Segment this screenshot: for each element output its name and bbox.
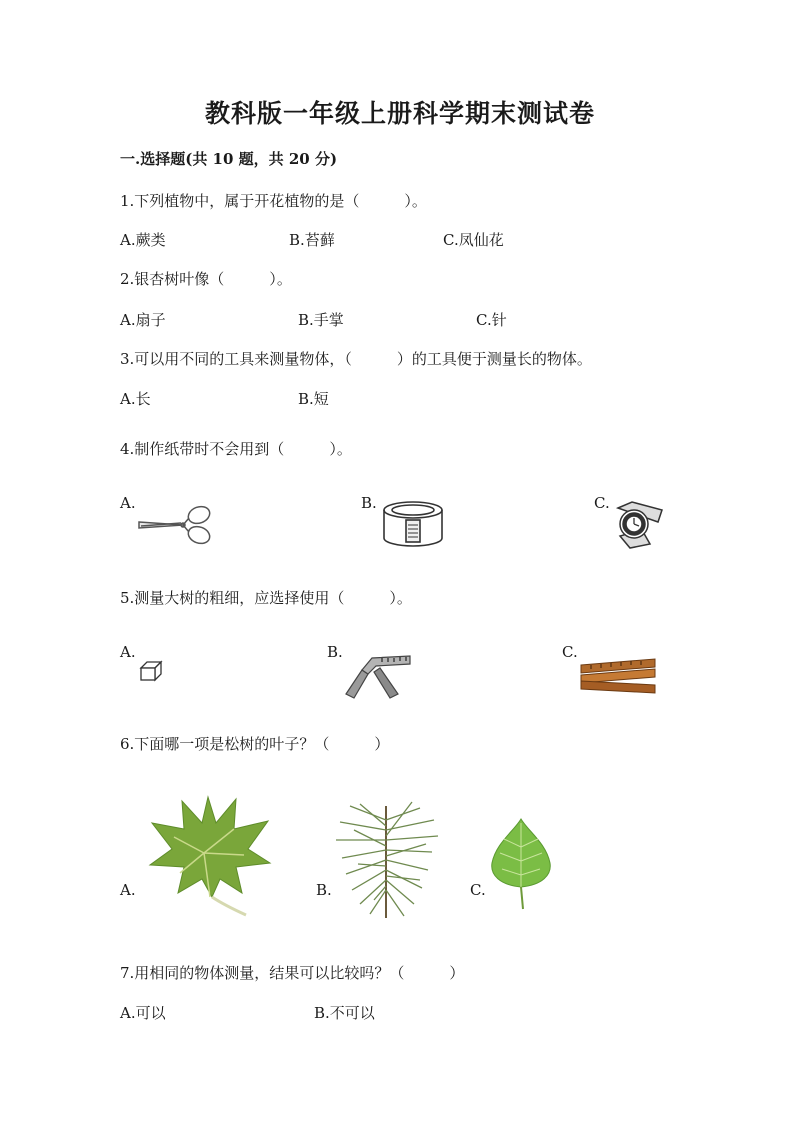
q2-option-c: C.针 — [476, 311, 507, 329]
question-3: 3.可以用不同的工具来测量物体，（ ）的工具便于测量长的物体。 — [120, 350, 592, 368]
wooden-folding-ruler-icon — [579, 655, 657, 695]
q6-option-c: C. — [470, 881, 486, 899]
question-1: 1.下列植物中，属于开花植物的是（ ）。 — [120, 192, 427, 210]
q6-option-b: B. — [316, 881, 332, 899]
wristwatch-icon — [612, 500, 666, 550]
q5-option-a: A. — [120, 643, 136, 661]
q5-option-b: B. — [327, 643, 343, 661]
q5-option-c: C. — [562, 643, 578, 661]
q2-option-a: A.扇子 — [120, 311, 166, 329]
q2-option-b: B.手掌 — [298, 311, 344, 329]
page-title: 教科版一年级上册科学期末测试卷 — [204, 99, 595, 128]
maple-leaf-image — [144, 793, 274, 919]
q4-option-a: A. — [120, 494, 136, 512]
q3-option-a: A.长 — [120, 390, 151, 408]
scissors-icon — [137, 503, 215, 547]
soft-tape-measure-icon — [342, 650, 414, 700]
tape-roll-icon — [382, 500, 444, 550]
q4-option-c: C. — [594, 494, 610, 512]
cube-block-icon — [139, 660, 163, 682]
birch-leaf-image — [488, 817, 554, 911]
q1-option-a: A.蕨类 — [120, 231, 166, 249]
q7-option-b: B.不可以 — [314, 1004, 375, 1022]
pine-needles-image — [330, 800, 442, 920]
q7-option-a: A.可以 — [120, 1004, 166, 1022]
q1-option-c: C.凤仙花 — [443, 231, 504, 249]
q3-option-b: B.短 — [298, 390, 329, 408]
q6-option-a: A. — [120, 881, 136, 899]
section-heading: 一.选择题(共 10 题，共 20 分) — [120, 150, 338, 168]
question-5: 5.测量大树的粗细，应选择使用（ ）。 — [120, 589, 412, 607]
q4-option-b: B. — [361, 494, 377, 512]
question-2: 2.银杏树叶像（ ）。 — [120, 270, 292, 288]
question-7: 7.用相同的物体测量，结果可以比较吗？（ ） — [120, 964, 465, 982]
question-6: 6.下面哪一项是松树的叶子？（ ） — [120, 735, 390, 753]
q1-option-b: B.苔藓 — [289, 231, 335, 249]
question-4: 4.制作纸带时不会用到（ ）。 — [120, 440, 352, 458]
